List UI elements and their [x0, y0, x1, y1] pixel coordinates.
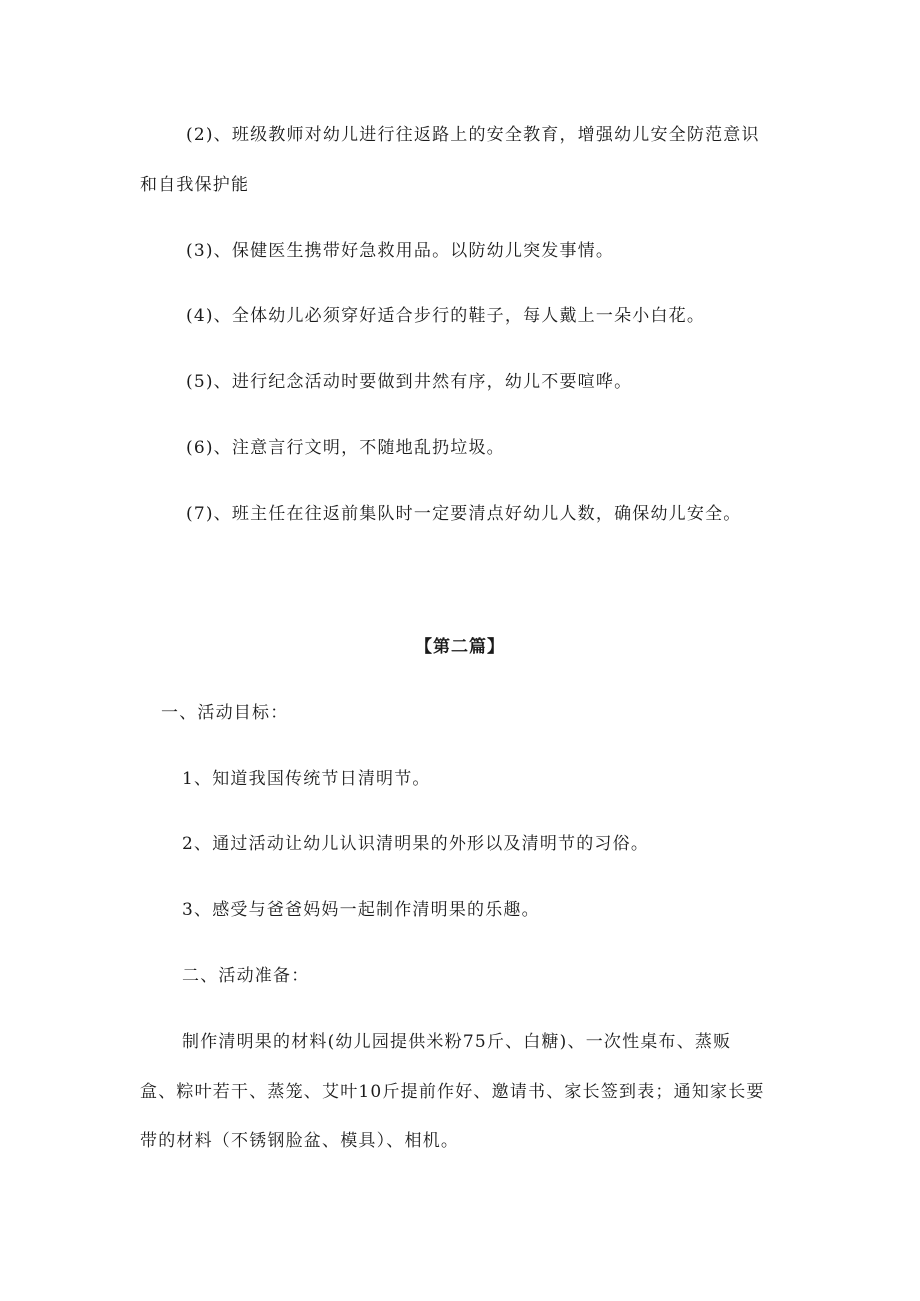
goals-title: 一、活动目标： [161, 703, 289, 723]
list-item-2-line1: (2)、班级教师对幼儿进行往返路上的安全教育，增强幼儿安全防范意识 [186, 125, 760, 145]
list-item-3: (3)、保健医生携带好急救用品。以防幼儿突发事情。 [186, 241, 615, 261]
prep-line-1: 制作清明果的材料(幼儿园提供米粉75斤、白糖)、一次性桌布、蒸贩 [182, 1032, 732, 1052]
goal-item-3: 3、感受与爸爸妈妈一起制作清明果的乐趣。 [182, 900, 540, 920]
section-heading: 【第二篇】 [415, 637, 505, 657]
goal-item-2: 2、通过活动让幼儿认识清明果的外形以及清明节的习俗。 [182, 834, 650, 854]
goal-item-1: 1、知道我国传统节日清明节。 [182, 769, 431, 789]
prep-title: 二、活动准备： [182, 966, 310, 986]
prep-line-3: 带的材料（不锈钢脸盆、模具）、相机。 [140, 1131, 460, 1151]
prep-line-2: 盒、粽叶若干、蒸笼、艾叶10斤提前作好、邀请书、家长签到表；通知家长要 [140, 1082, 765, 1102]
list-item-5: (5)、进行纪念活动时要做到井然有序，幼儿不要喧哗。 [186, 372, 633, 392]
list-item-7: (7)、班主任在往返前集队时一定要清点好幼儿人数，确保幼儿安全。 [186, 504, 742, 524]
list-item-6: (6)、注意言行文明，不随地乱扔垃圾。 [186, 438, 505, 458]
list-item-2-line2: 和自我保护能 [140, 175, 250, 195]
list-item-4: (4)、全体幼儿必须穿好适合步行的鞋子，每人戴上一朵小白花。 [186, 306, 706, 326]
